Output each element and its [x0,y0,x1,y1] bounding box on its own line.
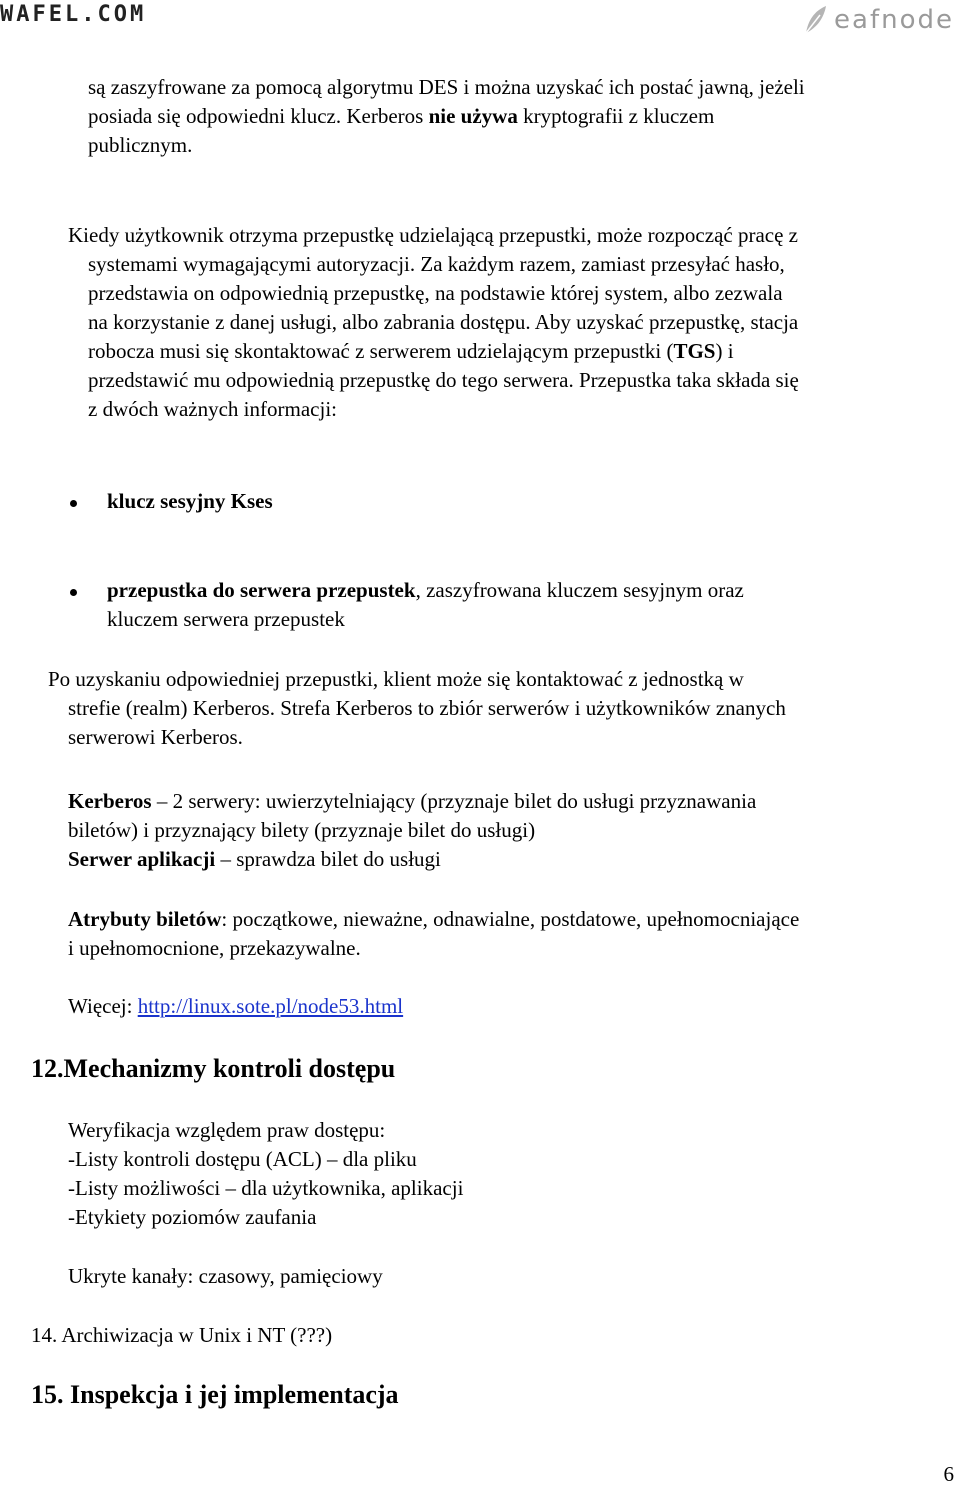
section-12-heading [31,1054,395,1084]
text-line: Kerberos – 2 serwery: uwierzytelniający (przyznaje bilet do usługi przyznawania [68,789,757,813]
text-line: Kiedy użytkownik otrzyma przepustkę udzielającą przepustki, może rozpocząć pracę z [68,223,798,247]
text-line: Weryfikacja względem praw dostępu: [68,1118,386,1142]
section-title: Mechanizmy kontroli dostępu [63,1054,396,1083]
paragraph-4 [68,787,756,874]
watermark-right-logo [802,0,954,40]
bullet-item-2 [107,576,744,634]
bold-text: nie używa [428,104,518,128]
more-link[interactable]: http://linux.sote.pl/node53.html [137,994,404,1018]
text-line: posiada się odpowiedni klucz. Kerberos nie używa kryptografii z kluczem [88,104,715,128]
watermark-left-logo: WAFEL.COM [0,2,147,27]
text-line: przedstawia on odpowiednią przepustkę, na podstawie której system, albo zezwala [88,281,783,305]
section-number: 12. [31,1054,64,1083]
paragraph-2 [68,221,799,424]
paragraph-3 [48,665,786,752]
text-line: są zaszyfrowane za pomocą algorytmu DES i można uzyskać ich postać jawną, jeżeli [88,75,805,99]
paragraph-6 [68,1116,463,1232]
bold-text: Kerberos [68,789,152,813]
text-line: -Listy kontroli dostępu (ACL) – dla pliku [68,1147,417,1171]
text-line: z dwóch ważnych informacji: [88,397,337,421]
section-15-heading: 15. Inspekcja i jej implementacja [31,1380,399,1409]
text-line: -Etykiety poziomów zaufania [68,1205,317,1229]
text-line: i upełnomocnione, przekazywalne. [68,936,361,960]
text-line: publicznym. [88,133,193,157]
text-line: kluczem serwera przepustek [107,607,345,631]
section-14-heading: 14. Archiwizacja w Unix i NT (???) [31,1323,333,1347]
leaf-icon [802,3,830,37]
bold-text: TGS [673,339,716,363]
bold-text: Serwer aplikacji [68,847,216,871]
page-number: 6 [943,1462,954,1486]
text-line: Ukryte kanały: czasowy, pamięciowy [68,1264,383,1288]
text-line: przepustka do serwera przepustek, zaszyfrowana kluczem sesyjnym oraz [107,578,744,602]
text-line: na korzystanie z danej usługi, albo zabrania dostępu. Aby uzyskać przepustkę, stacja [88,310,799,334]
text-line: serwerowi Kerberos. [68,725,243,749]
more-label: Więcej: [68,994,138,1018]
bullet-item-1 [107,487,273,516]
bullet-icon [70,589,77,596]
text-line: Serwer aplikacji – sprawdza bilet do usługi [68,847,441,871]
watermark-right-text: eafnode [834,5,954,35]
text-line: robocza musi się skontaktować z serwerem udzielającym przepustki (TGS) i [88,339,734,363]
text-line: systemami wymagającymi autoryzacji. Za każdym razem, zamiast przesyłać hasło, [88,252,785,276]
paragraph-7 [68,1262,383,1291]
bullet-icon [70,500,77,507]
bold-text: Atrybuty biletów [68,907,222,931]
text-line: strefie (realm) Kerberos. Strefa Kerberos to zbiór serwerów i użytkowników znanych [68,696,786,720]
paragraph-5 [68,905,799,963]
text-line: Po uzyskaniu odpowiedniej przepustki, klient może się kontaktować z jednostką w [48,667,744,691]
text-line: -Listy możliwości – dla użytkownika, aplikacji [68,1176,464,1200]
bold-text: przepustka do serwera przepustek [107,578,416,602]
text-line: Atrybuty biletów: początkowe, nieważne, odnawialne, postdatowe, upełnomocniające [68,907,800,931]
more-info-line [68,992,403,1021]
text-line: przedstawić mu odpowiednią przepustkę do tego serwera. Przepustka taka składa się [88,368,799,392]
text-line: klucz sesyjny Kses [107,489,273,513]
paragraph-1 [88,73,805,160]
text-line: biletów) i przyznający bilety (przyznaje bilet do usługi) [68,818,536,842]
